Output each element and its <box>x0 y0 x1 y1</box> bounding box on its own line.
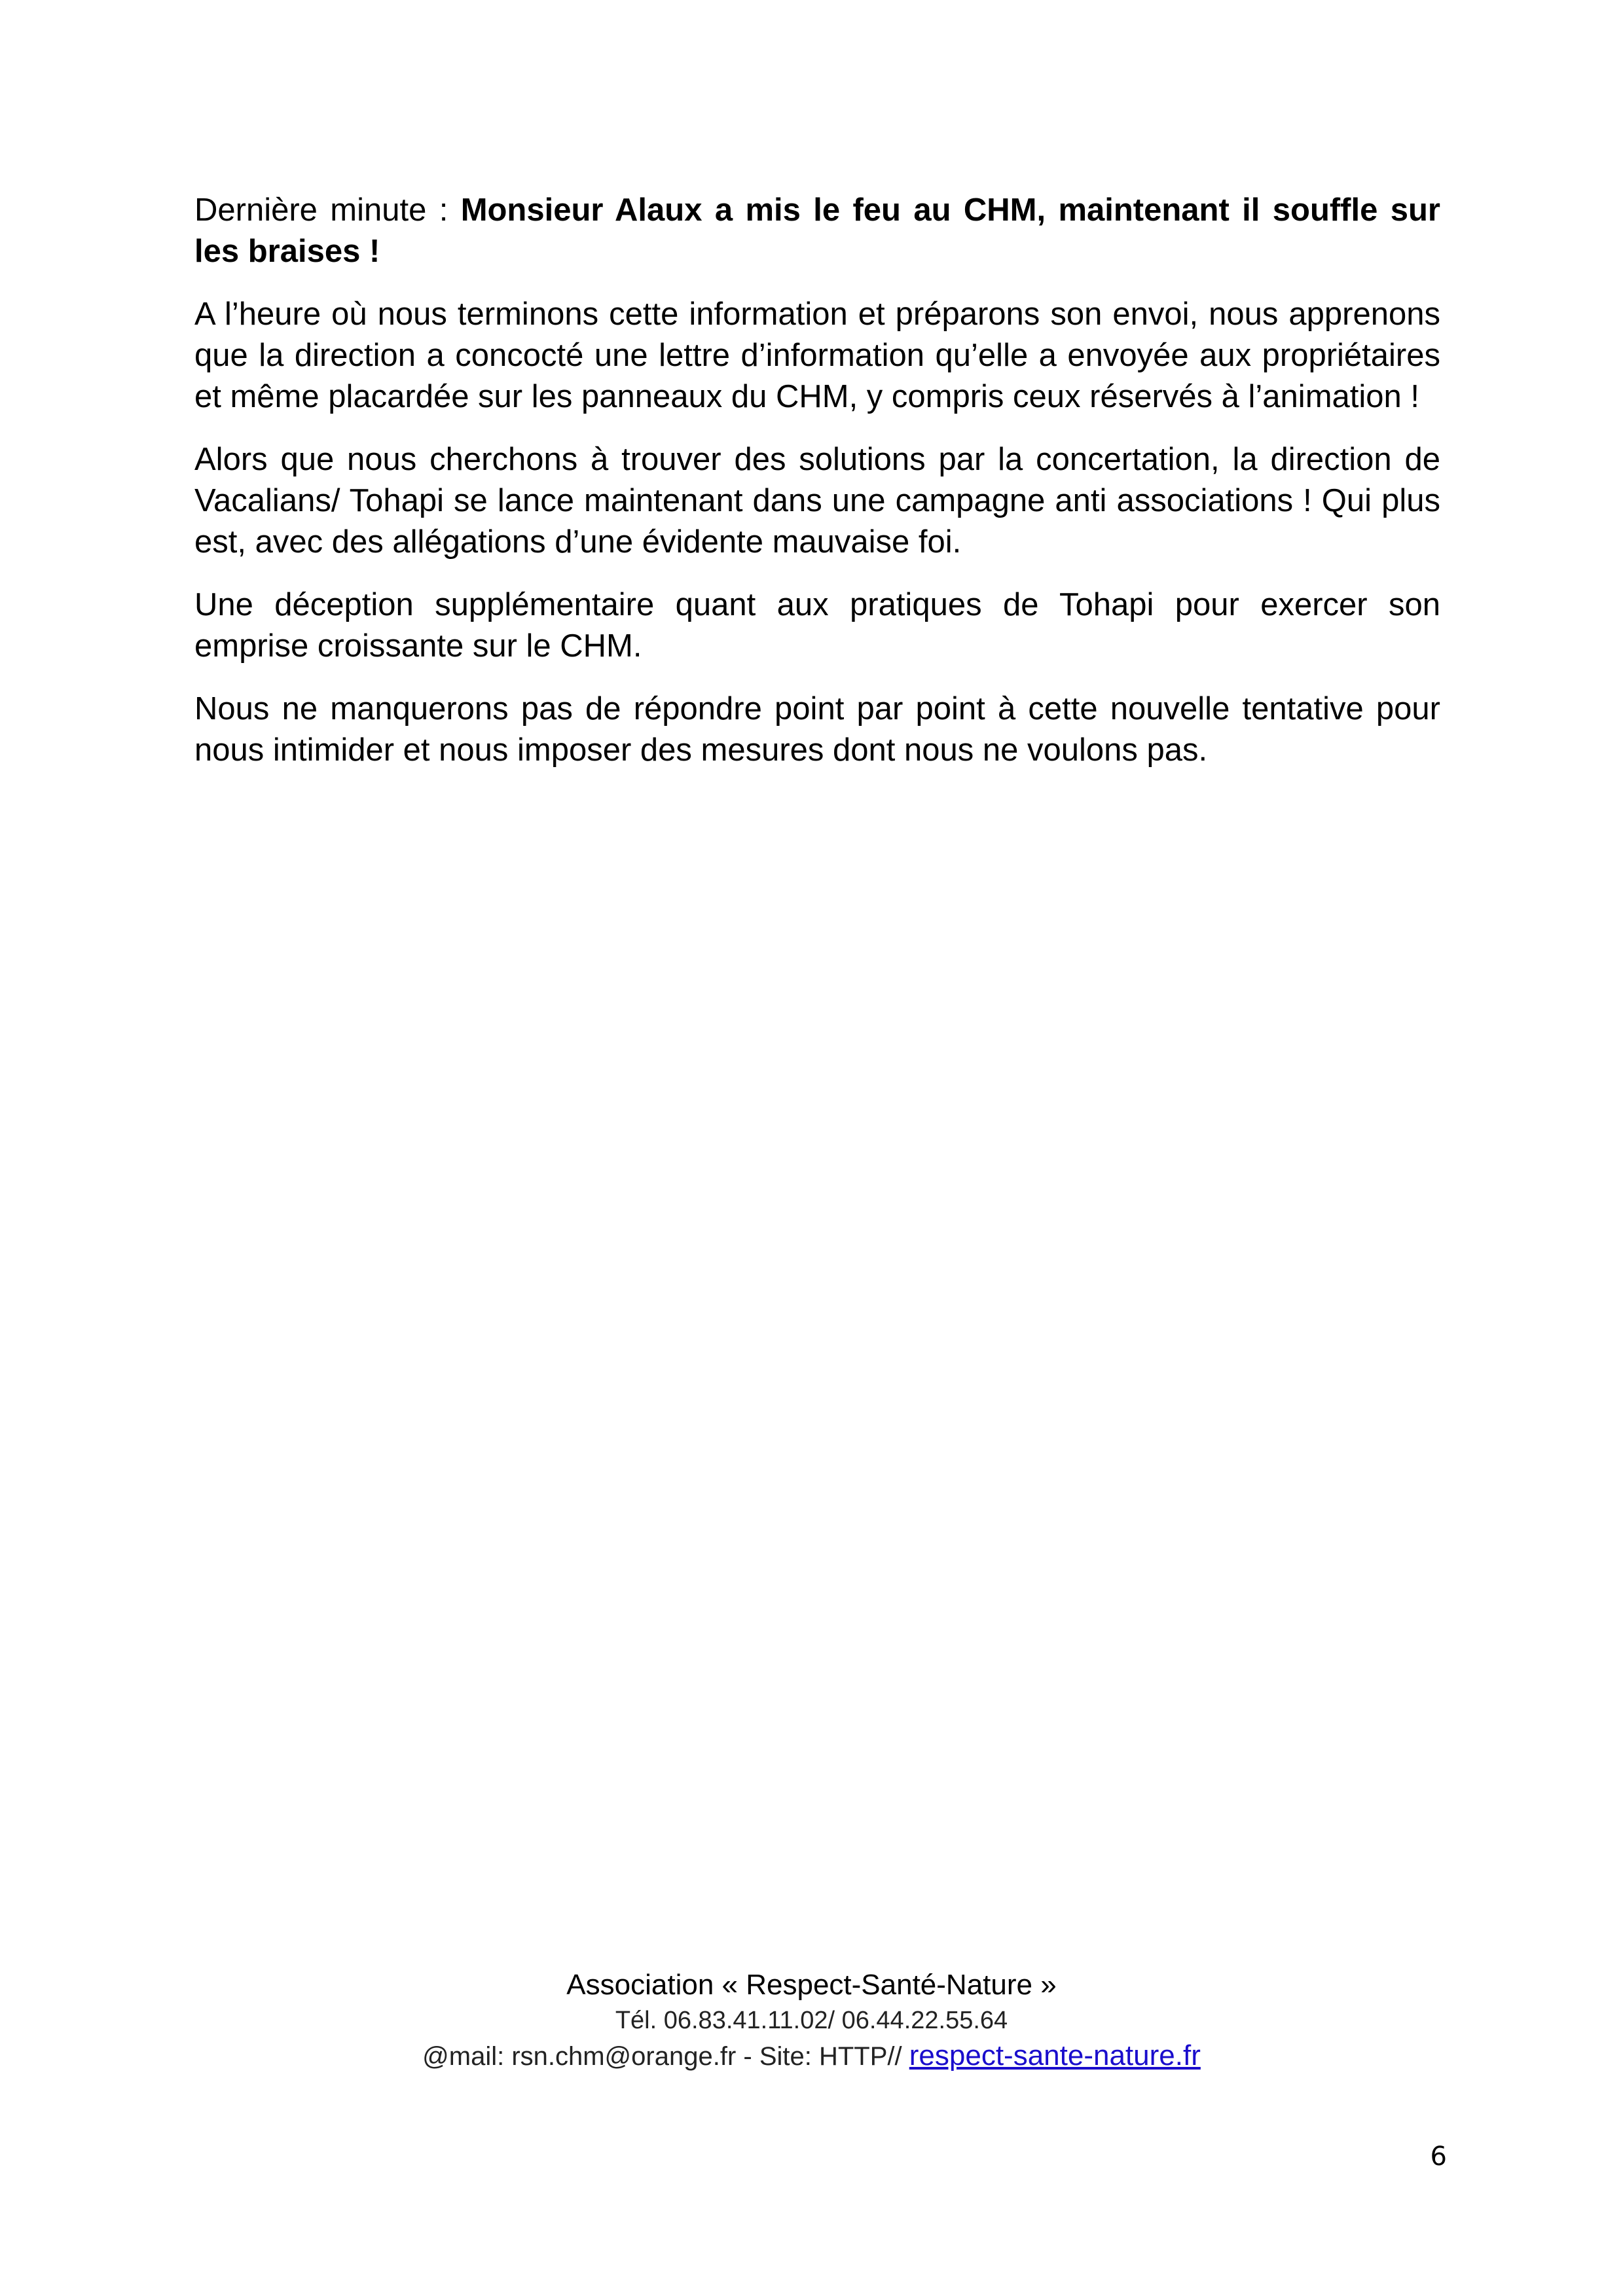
site-link[interactable]: respect-sante-nature.fr <box>909 2039 1201 2072</box>
phone-numbers: Tél. 06.83.41.11.02/ 06.44.22.55.64 <box>615 2007 1008 2034</box>
association-name: Association « Respect-Santé-Nature » <box>566 1969 1057 2001</box>
paragraph-2: Alors que nous cherchons à trouver des solutions par la concertation, la direction de Vacalians/ Tohapi se lance maintenant dans une campagne anti associations ! Qui plus est, avec des allégations d’une évidente mauvaise foi. <box>194 442 1440 560</box>
paragraph-1: A l’heure où nous terminons cette information et préparons son envoi, nous apprenons que la direction a concocté une lettre d’information qu’elle a envoyée aux propriétaires et même placardée sur les panneaux du CHM, y compris ceux réservés à l’animation ! <box>194 296 1440 414</box>
contact-line <box>0 2037 1623 2075</box>
mail-address: rsn.chm@orange.fr <box>511 2042 737 2071</box>
mail-label: @mail: <box>422 2042 512 2071</box>
headline-prefix: Dernière minute : <box>194 192 461 228</box>
headline-bold: Monsieur Alaux a mis le feu au CHM, maintenant il souffle sur les braises ! <box>194 192 1440 269</box>
page-number: 6 <box>1430 2142 1447 2172</box>
paragraph-4: Nous ne manquerons pas de répondre point par point à cette nouvelle tentative pour nous intimider et nous imposer des mesures dont nous ne voulons pas. <box>194 691 1440 768</box>
document-body <box>194 190 1440 793</box>
paragraph-3: Une déception supplémentaire quant aux pratiques de Tohapi pour exercer son emprise croissante sur le CHM. <box>194 587 1440 664</box>
page-footer <box>0 1967 1623 2075</box>
headline-paragraph <box>194 190 1440 272</box>
site-label: - Site: HTTP// <box>736 2042 909 2071</box>
